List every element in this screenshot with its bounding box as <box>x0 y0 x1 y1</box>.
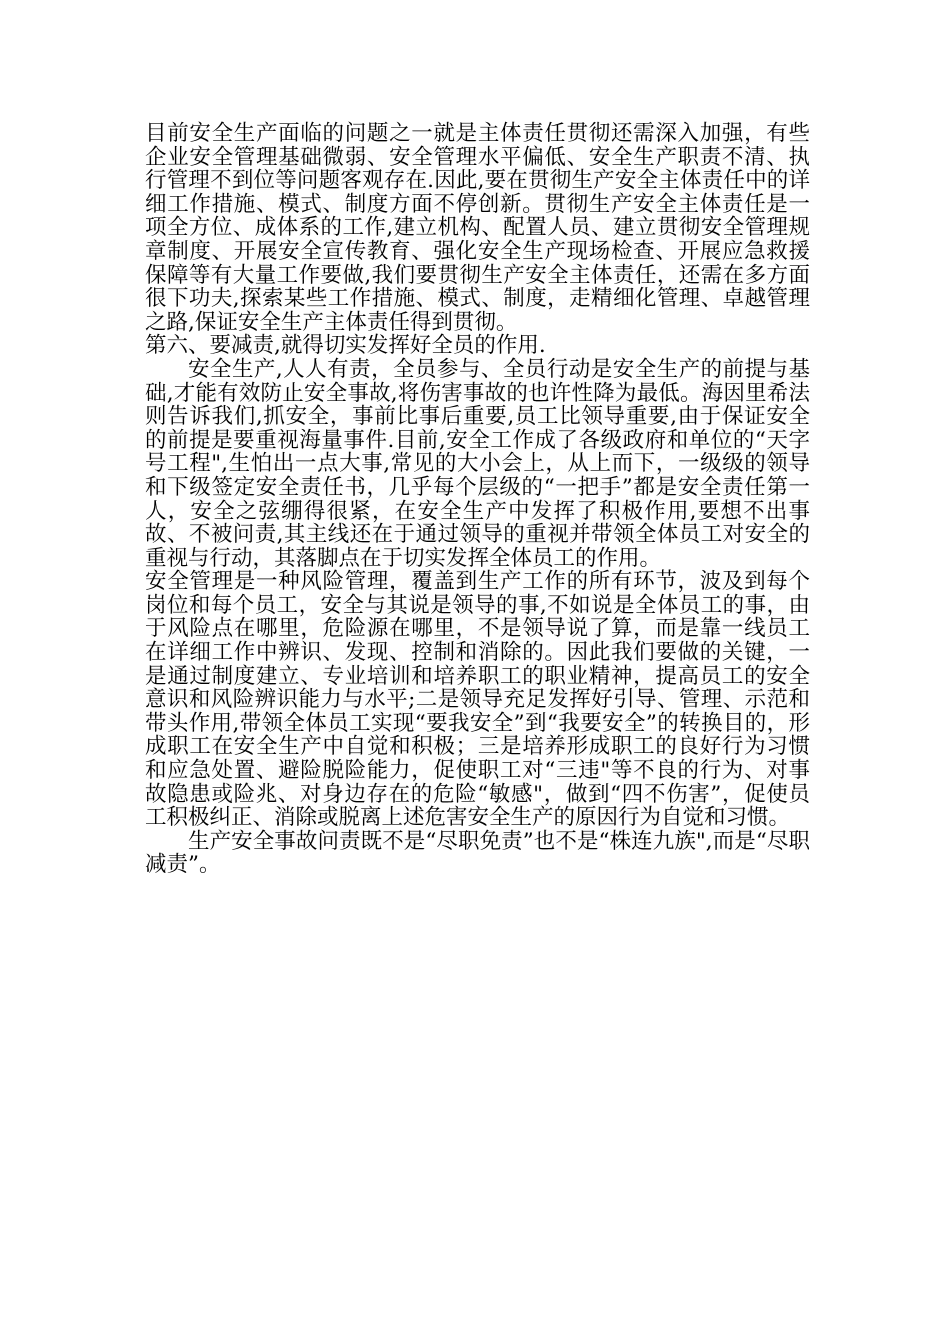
paragraph-risk-management: 安全管理是一种风险管理，覆盖到生产工作的所有环节，波及到每个岗位和每个员工，安全与其说是领导的事,不如说是全体员工的事，由于风险点在哪里，危险源在哪里，不是领导说了算，而是靠一线员工在详细工作中辨识、发现、控制和消除的。因此我们要做的关键，一是通过制度建立、专业培训和培养职工的职业精神，提高员工的安全意识和风险辨识能力与水平;二是领导充足发挥好引导、管理、示范和带头作用,带领全体员工实现“要我安全”到“我要安全”的转换目的，形成职工在安全生产中自觉和积极；三是培养形成职工的良好行为习惯和应急处置、避险脱险能力，促使职工对“三违"等不良的行为、对事故隐患或险兆、对身边存在的危险“敏感"，做到“四不伤害”，促使员工积极纠正、消除或脱离上述危害安全生产的原因行为自觉和习惯。 <box>145 569 810 831</box>
paragraph-everyone-responsible: 安全生产,人人有责，全员参与、全员行动是安全生产的前提与基础,才能有效防止安全事故,将伤害事故的也许性降为最低。海因里希法则告诉我们,抓安全，事前比事后重要,员工比领导重要,由于保证安全的前提是要重视海量事件.目前,安全工作成了各级政府和单位的“天字号工程",生怕出一点大事,常见的大小会上，从上而下，一级级的领导和下级签定安全责任书，几乎每个层级的“一把手”都是安全责任第一人，安全之弦绷得很紧，在安全生产中发挥了积极作用,要想不出事故、不被问责,其主线还在于通过领导的重视并带领全体员工对安全的重视与行动，其落脚点在于切实发挥全体员工的作用。 <box>145 356 810 571</box>
paragraph-main-responsibility: 目前安全生产面临的问题之一就是主体责任贯彻还需深入加强，有些企业安全管理基础微弱、安全管理水平偏低、安全生产职责不清、执行管理不到位等问题客观存在.因此,要在贯彻生产安全主体责任中的详细工作措施、模式、制度方面不停创新。贯彻生产安全主体责任是一项全方位、成体系的工作,建立机构、配置人员、建立贯彻安全管理规章制度、开展安全宣传教育、强化安全生产现场检查、开展应急救援保障等有大量工作要做,我们要贯彻生产安全主体责任，还需在多方面很下功夫,探索某些工作措施、模式、制度，走精细化管理、卓越管理之路,保证安全生产主体责任得到贯彻。 <box>145 121 810 335</box>
paragraph-accountability-conclusion: 生产安全事故问责既不是“尽职免责”也不是“株连九族",而是“尽职减责”。 <box>145 828 810 878</box>
document-body <box>145 122 810 877</box>
section-heading-sixth: 第六、要减责,就得切实发挥好全员的作用. <box>145 333 546 359</box>
